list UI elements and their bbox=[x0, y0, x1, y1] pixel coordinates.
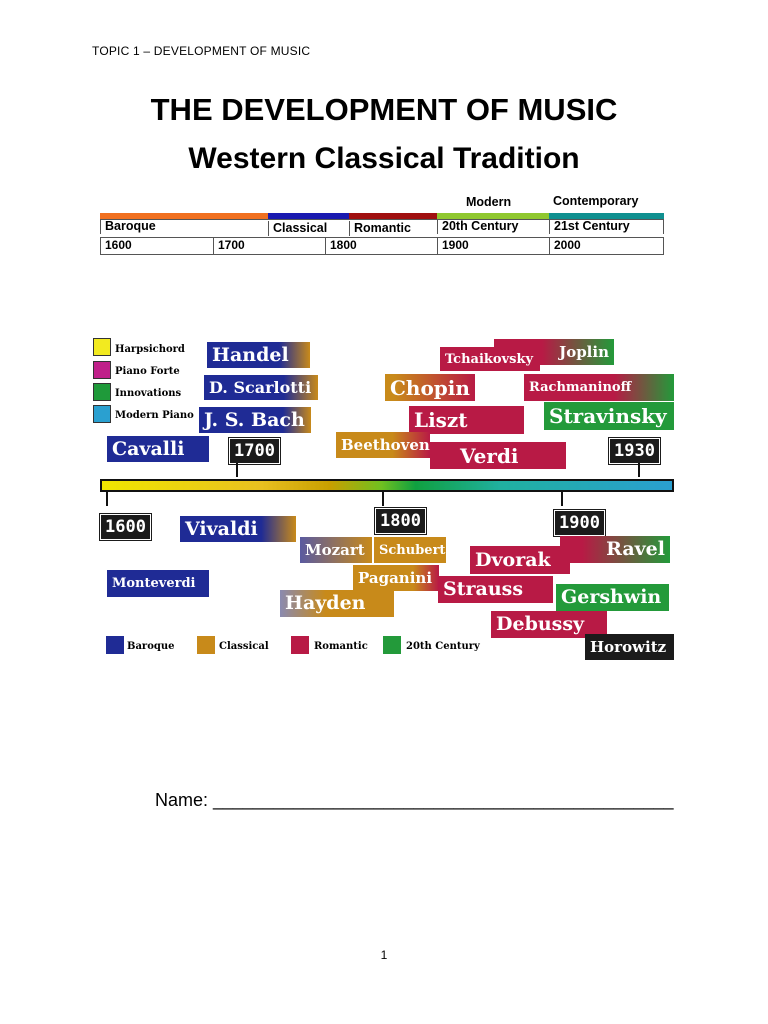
page-number: 1 bbox=[380, 948, 388, 962]
timeline-year-1600: 1600 bbox=[100, 514, 151, 540]
student-name-field[interactable]: Name: ______________________________________________ bbox=[155, 790, 674, 810]
timeline-year-1700: 1700 bbox=[229, 438, 280, 464]
composer-paganini: Paganini bbox=[353, 565, 439, 591]
key-swatch-romantic bbox=[291, 636, 309, 654]
composer-hayden: Hayden bbox=[280, 590, 394, 617]
composer-liszt: Liszt bbox=[409, 406, 524, 434]
key-swatch-20th-century bbox=[383, 636, 401, 654]
page-subtitle: Western Classical Tradition bbox=[188, 142, 580, 175]
era-cell-21st-century: 21st Century bbox=[549, 219, 664, 234]
composer-tchaikovsky: Tchaikovsky bbox=[440, 347, 540, 371]
year-cell-1600: 1600 bbox=[100, 237, 213, 255]
year-cell-1900: 1900 bbox=[437, 237, 549, 255]
year-cell-1800: 1800 bbox=[325, 237, 437, 255]
composer-vivaldi: Vivaldi bbox=[180, 516, 296, 542]
composer-monteverdi: Monteverdi bbox=[107, 570, 209, 597]
composer-bach: J. S. Bach bbox=[199, 407, 311, 433]
year-cell-1700: 1700 bbox=[213, 237, 325, 255]
era-cell-romantic: Romantic bbox=[349, 221, 437, 236]
composer-chopin: Chopin bbox=[385, 374, 475, 401]
composer-horowitz: Horowitz bbox=[585, 634, 674, 660]
key-label-romantic: Romantic bbox=[314, 641, 368, 652]
composer-scarlatti: D. Scarlotti bbox=[204, 375, 318, 400]
page-title: THE DEVELOPMENT OF MUSIC bbox=[150, 92, 618, 127]
legend-swatch-innovations bbox=[93, 383, 111, 401]
timeline-tick bbox=[236, 463, 238, 477]
page-header: TOPIC 1 – DEVELOPMENT OF MUSIC bbox=[92, 44, 311, 58]
era-top-label-contemporary: Contemporary bbox=[553, 194, 639, 208]
composer-stravinsky: Stravinsky bbox=[544, 402, 674, 430]
composer-debussy: Debussy bbox=[491, 611, 607, 638]
key-label-baroque: Baroque bbox=[127, 641, 175, 652]
legend-swatch-harpsichord bbox=[93, 338, 111, 356]
era-cell-20th-century: 20th Century bbox=[437, 219, 549, 234]
era-table bbox=[100, 193, 664, 257]
composer-dvorak: Dvorak bbox=[470, 546, 570, 574]
timeline-year-1800: 1800 bbox=[375, 508, 426, 534]
timeline-year-1930: 1930 bbox=[609, 438, 660, 464]
legend-label-harpsichord: Harpsichord bbox=[115, 344, 185, 355]
timeline-tick bbox=[382, 492, 384, 506]
composer-mozart: Mozart bbox=[300, 537, 372, 563]
era-cell-baroque: Baroque bbox=[100, 219, 268, 234]
composer-joplin: Joplin bbox=[494, 339, 614, 365]
key-swatch-classical bbox=[197, 636, 215, 654]
key-swatch-baroque bbox=[106, 636, 124, 654]
key-label-classical: Classical bbox=[219, 641, 269, 652]
year-cell-2000: 2000 bbox=[549, 237, 664, 255]
composer-cavalli: Cavalli bbox=[107, 436, 209, 462]
legend-swatch-piano-forte bbox=[93, 361, 111, 379]
legend-swatch-modern-piano bbox=[93, 405, 111, 423]
timeline-year-1900: 1900 bbox=[554, 510, 605, 536]
composer-rachmaninoff: Rachmaninoff bbox=[524, 374, 674, 401]
composer-handel: Handel bbox=[207, 342, 310, 368]
composer-ravel: Ravel bbox=[560, 536, 670, 563]
composer-verdi: Verdi bbox=[430, 442, 566, 469]
timeline-tick bbox=[638, 463, 640, 477]
era-top-label-modern: Modern bbox=[466, 195, 512, 209]
composer-beethoven: Beethoven bbox=[336, 432, 430, 458]
composer-gershwin: Gershwin bbox=[556, 584, 669, 611]
composer-strauss: Strauss bbox=[438, 576, 553, 603]
key-label-20th-century: 20th Century bbox=[406, 641, 480, 652]
timeline-tick bbox=[561, 492, 563, 506]
composer-schubert: Schubert bbox=[374, 537, 446, 563]
era-cell-classical: Classical bbox=[268, 221, 349, 236]
timeline-axis bbox=[100, 479, 674, 492]
legend-label-modern-piano: Modern Piano bbox=[115, 410, 194, 421]
legend-label-innovations: Innovations bbox=[115, 388, 182, 399]
timeline-tick bbox=[106, 492, 108, 506]
legend-label-piano-forte: Piano Forte bbox=[115, 366, 180, 377]
